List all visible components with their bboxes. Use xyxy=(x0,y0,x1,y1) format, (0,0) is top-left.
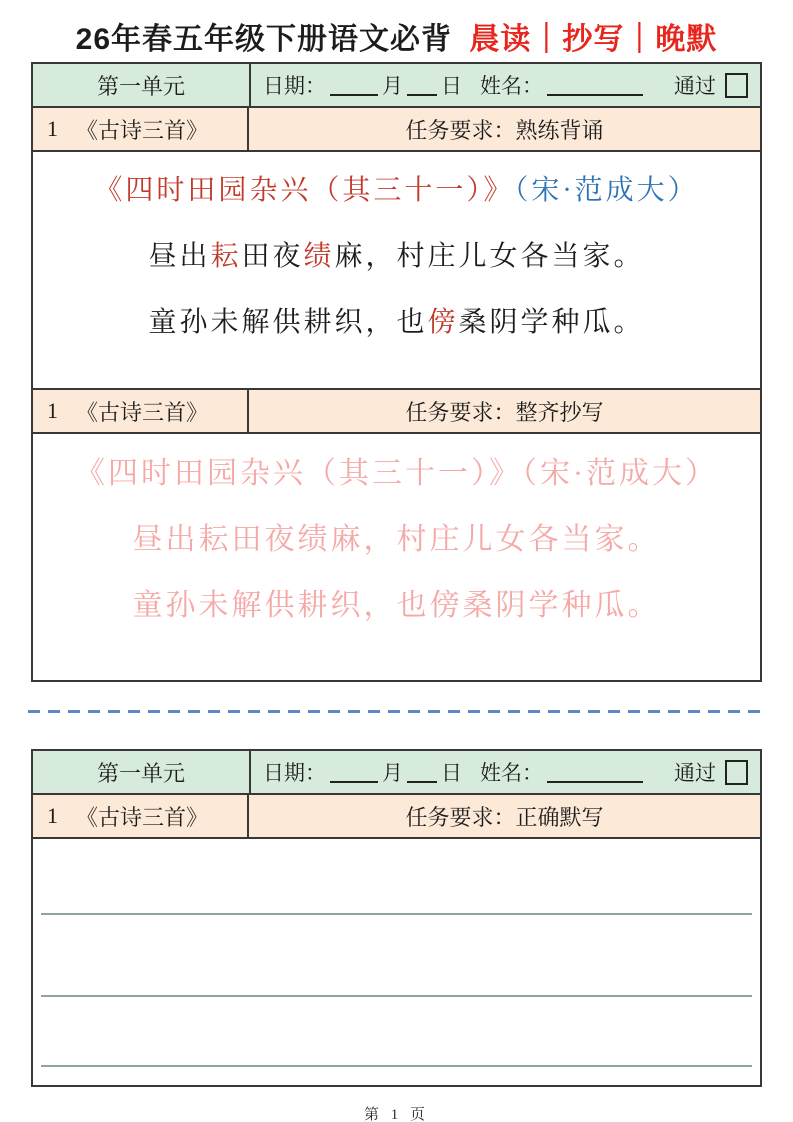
name-input-line[interactable] xyxy=(547,74,643,96)
date-label: 日期： xyxy=(263,761,326,785)
dictation-writing-area[interactable] xyxy=(33,839,760,1085)
poem-trace[interactable] xyxy=(33,434,760,680)
practice-card-top xyxy=(31,62,762,682)
month-input-line[interactable] xyxy=(330,74,378,96)
poem-title-line xyxy=(33,162,760,220)
name-label: 姓名： xyxy=(480,74,543,98)
month-label: 月 xyxy=(382,761,403,785)
trace-line-1: 昼出耘田夜绩麻，村庄儿女各当家。 xyxy=(132,523,661,556)
poem-line-1 xyxy=(33,228,760,286)
poem-line-1-keychar: 耘 xyxy=(210,241,242,272)
pass-group xyxy=(674,757,748,787)
trace-title-line xyxy=(33,444,760,504)
lesson-number: 1 xyxy=(47,116,58,141)
day-label: 日 xyxy=(441,74,462,98)
poem-recite xyxy=(33,152,760,390)
page-title-accent: 晨读｜抄写｜晚默 xyxy=(469,23,718,56)
trace-poem-author: （宋·范成大） xyxy=(522,457,718,490)
poem-line-2-seg: 桑阴学种瓜。 xyxy=(458,307,645,338)
copy-lesson-cell xyxy=(33,390,249,432)
day-input-line[interactable] xyxy=(407,761,437,783)
dictation-lesson-cell xyxy=(33,795,249,837)
month-label: 月 xyxy=(382,74,403,98)
unit-header-row xyxy=(33,751,760,795)
meta-cell xyxy=(251,64,760,106)
lesson-title: 《古诗三首》 xyxy=(76,117,209,143)
writing-line[interactable] xyxy=(41,995,752,997)
pass-label: 通过 xyxy=(674,74,716,98)
page-title xyxy=(0,0,793,62)
poem-line-2-keychar: 傍 xyxy=(427,307,459,338)
page-title-main: 26年春五年级下册语文必背 xyxy=(75,23,453,56)
dictation-task-row xyxy=(33,795,760,839)
pass-label: 通过 xyxy=(674,761,716,785)
pass-group xyxy=(674,70,748,100)
poem-author: （宋·范成大） xyxy=(514,175,699,206)
month-input-line[interactable] xyxy=(330,761,378,783)
date-label: 日期： xyxy=(263,74,326,98)
poem-line-1-seg: 田夜 xyxy=(241,241,304,272)
trace-line-2: 童孙未解供耕织，也傍桑阴学种瓜。 xyxy=(132,589,661,622)
recite-task-label: 任务要求：熟练背诵 xyxy=(405,117,604,143)
copy-task-row xyxy=(33,390,760,434)
cut-line xyxy=(28,710,765,713)
lesson-title: 《古诗三首》 xyxy=(76,804,209,830)
lesson-title: 《古诗三首》 xyxy=(76,399,209,425)
lesson-number: 1 xyxy=(47,803,58,828)
unit-header-row xyxy=(33,64,760,108)
recite-task-row xyxy=(33,108,760,152)
poem-line-1-seg: 昼出 xyxy=(148,241,211,272)
pass-checkbox[interactable] xyxy=(725,73,748,98)
meta-cell xyxy=(251,751,760,793)
name-label: 姓名： xyxy=(480,761,543,785)
lesson-number: 1 xyxy=(47,398,58,423)
name-input-line[interactable] xyxy=(547,761,643,783)
writing-line[interactable] xyxy=(41,913,752,915)
day-label: 日 xyxy=(441,761,462,785)
day-input-line[interactable] xyxy=(407,74,437,96)
copy-task-label: 任务要求：整齐抄写 xyxy=(405,399,604,425)
unit-cell: 第一单元 xyxy=(33,64,251,106)
practice-card-bottom xyxy=(31,749,762,1087)
poem-line-2-seg: 童孙未解供耕织，也 xyxy=(148,307,428,338)
trace-poem-title: 《四时田园杂兴（其三十一）》 xyxy=(75,457,522,490)
dictation-task-label: 任务要求：正确默写 xyxy=(405,804,604,830)
page-number: 第 1 页 xyxy=(363,1107,429,1122)
unit-cell: 第一单元 xyxy=(33,751,251,793)
poem-line-2 xyxy=(33,294,760,352)
poem-line-1-keychar: 绩 xyxy=(303,241,335,272)
writing-line[interactable] xyxy=(41,1065,752,1067)
recite-lesson-cell xyxy=(33,108,249,150)
pass-checkbox[interactable] xyxy=(725,760,748,785)
poem-line-1-seg: 麻，村庄儿女各当家。 xyxy=(334,241,645,272)
poem-title: 《四时田园杂兴（其三十一）》 xyxy=(94,175,515,206)
